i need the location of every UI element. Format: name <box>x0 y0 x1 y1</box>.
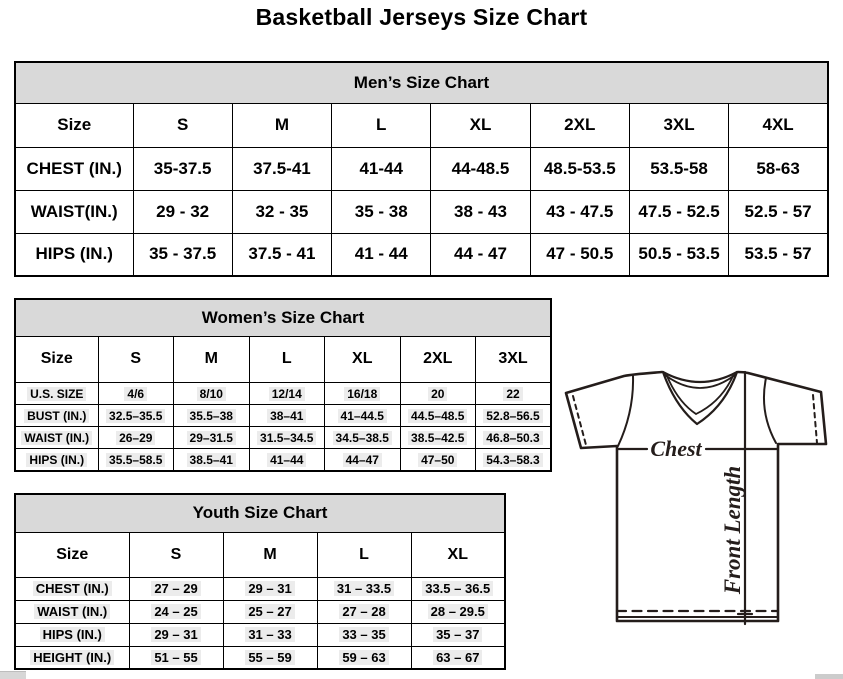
table-row <box>15 600 505 623</box>
table-row <box>15 577 505 600</box>
row-label: WAIST(IN.) <box>15 190 133 233</box>
table-row <box>15 190 828 233</box>
column-header: M <box>174 336 250 382</box>
table-cell: 35-37.5 <box>133 147 232 190</box>
row-label: CHEST (IN.) <box>15 577 129 600</box>
table-cell: 53.5-58 <box>629 147 728 190</box>
row-label: HEIGHT (IN.) <box>15 646 129 669</box>
table-row <box>15 646 505 669</box>
column-header: L <box>249 336 325 382</box>
table-cell: 33.5 – 36.5 <box>411 577 505 600</box>
table-row <box>15 233 828 276</box>
table-cell: 31.5–34.5 <box>249 427 325 449</box>
table-cell: 33 – 35 <box>317 623 411 646</box>
table-cell: 41-44 <box>332 147 431 190</box>
table-cell: 32 - 35 <box>232 190 331 233</box>
jersey-measurement-diagram <box>558 362 843 630</box>
row-label: HIPS (IN.) <box>15 623 129 646</box>
table-row <box>15 382 551 404</box>
front-length-label: Front Length <box>720 465 745 595</box>
table-cell: 38.5–41 <box>174 449 250 471</box>
table-cell: 35.5–38 <box>174 405 250 427</box>
right-cuff-dashed-line <box>813 395 817 443</box>
womens-size-table <box>14 298 552 472</box>
table-cell: 8/10 <box>174 382 250 404</box>
table-cell: 52.8–56.5 <box>476 405 552 427</box>
table-cell: 37.5-41 <box>232 147 331 190</box>
table-cell: 35 - 38 <box>332 190 431 233</box>
table-cell: 50.5 - 53.5 <box>629 233 728 276</box>
table-cell: 38 - 43 <box>431 190 530 233</box>
table-cell: 44–47 <box>325 449 401 471</box>
chest-label: Chest <box>650 436 702 461</box>
table-cell: 34.5–38.5 <box>325 427 401 449</box>
bottom-right-fragment <box>815 674 843 679</box>
table-cell: 48.5-53.5 <box>530 147 629 190</box>
table-cell: 46.8–50.3 <box>476 427 552 449</box>
table-cell: 44 - 47 <box>431 233 530 276</box>
table-cell: 27 – 28 <box>317 600 411 623</box>
jersey-outline <box>566 372 826 621</box>
row-label: HIPS (IN.) <box>15 449 98 471</box>
table-cell: 31 – 33 <box>223 623 317 646</box>
table-cell: 43 - 47.5 <box>530 190 629 233</box>
column-header: Size <box>15 103 133 147</box>
table-cell: 38–41 <box>249 405 325 427</box>
column-header: 2XL <box>530 103 629 147</box>
right-armhole-seam <box>764 378 776 443</box>
bottom-left-fragment <box>0 671 26 679</box>
column-header: L <box>332 103 431 147</box>
table-cell: 16/18 <box>325 382 401 404</box>
column-header: M <box>223 532 317 577</box>
page-title: Basketball Jerseys Size Chart <box>255 4 588 30</box>
column-header: S <box>98 336 174 382</box>
mens-size-table <box>14 61 829 277</box>
table-row <box>15 147 828 190</box>
column-header: XL <box>325 336 401 382</box>
column-header: Size <box>15 532 129 577</box>
table-cell: 31 – 33.5 <box>317 577 411 600</box>
table-cell: 29–31.5 <box>174 427 250 449</box>
table-cell: 22 <box>476 382 552 404</box>
table-row <box>15 427 551 449</box>
column-header: XL <box>411 532 505 577</box>
table-cell: 58-63 <box>729 147 828 190</box>
column-header: M <box>232 103 331 147</box>
row-label: BUST (IN.) <box>15 405 98 427</box>
youth-size-table <box>14 493 506 670</box>
table-cell: 35.5–58.5 <box>98 449 174 471</box>
column-header: 4XL <box>729 103 828 147</box>
table-cell: 26–29 <box>98 427 174 449</box>
table-row <box>15 623 505 646</box>
table-cell: 41 - 44 <box>332 233 431 276</box>
table-cell: 35 - 37.5 <box>133 233 232 276</box>
table-cell: 28 – 29.5 <box>411 600 505 623</box>
table-cell: 44.5–48.5 <box>400 405 476 427</box>
column-header: L <box>317 532 411 577</box>
table-cell: 47.5 - 52.5 <box>629 190 728 233</box>
table-cell: 20 <box>400 382 476 404</box>
table-row <box>15 449 551 471</box>
column-header: 3XL <box>476 336 552 382</box>
table-cell: 25 – 27 <box>223 600 317 623</box>
row-label: CHEST (IN.) <box>15 147 133 190</box>
youth-table-header: Youth Size Chart <box>15 494 505 532</box>
table-cell: 53.5 - 57 <box>729 233 828 276</box>
table-cell: 29 - 32 <box>133 190 232 233</box>
table-cell: 59 – 63 <box>317 646 411 669</box>
vneck-outer <box>663 372 737 424</box>
table-row <box>15 405 551 427</box>
table-cell: 27 – 29 <box>129 577 223 600</box>
row-label: WAIST (IN.) <box>15 427 98 449</box>
column-header: 3XL <box>629 103 728 147</box>
column-header: 2XL <box>400 336 476 382</box>
womens-table-header: Women’s Size Chart <box>15 299 551 336</box>
table-cell: 52.5 - 57 <box>729 190 828 233</box>
table-cell: 47 - 50.5 <box>530 233 629 276</box>
mens-table-header: Men’s Size Chart <box>15 62 828 103</box>
table-cell: 54.3–58.3 <box>476 449 552 471</box>
table-cell: 41–44.5 <box>325 405 401 427</box>
column-header: XL <box>431 103 530 147</box>
column-header: Size <box>15 336 98 382</box>
table-cell: 29 – 31 <box>129 623 223 646</box>
table-cell: 38.5–42.5 <box>400 427 476 449</box>
row-label: HIPS (IN.) <box>15 233 133 276</box>
table-cell: 4/6 <box>98 382 174 404</box>
table-cell: 51 – 55 <box>129 646 223 669</box>
table-cell: 12/14 <box>249 382 325 404</box>
table-cell: 55 – 59 <box>223 646 317 669</box>
table-cell: 29 – 31 <box>223 577 317 600</box>
table-cell: 41–44 <box>249 449 325 471</box>
row-label: U.S. SIZE <box>15 382 98 404</box>
table-cell: 24 – 25 <box>129 600 223 623</box>
table-cell: 35 – 37 <box>411 623 505 646</box>
table-cell: 44-48.5 <box>431 147 530 190</box>
table-cell: 47–50 <box>400 449 476 471</box>
table-cell: 37.5 - 41 <box>232 233 331 276</box>
column-header: S <box>133 103 232 147</box>
left-armhole-seam <box>618 376 633 446</box>
column-header: S <box>129 532 223 577</box>
row-label: WAIST (IN.) <box>15 600 129 623</box>
table-cell: 63 – 67 <box>411 646 505 669</box>
table-cell: 32.5–35.5 <box>98 405 174 427</box>
